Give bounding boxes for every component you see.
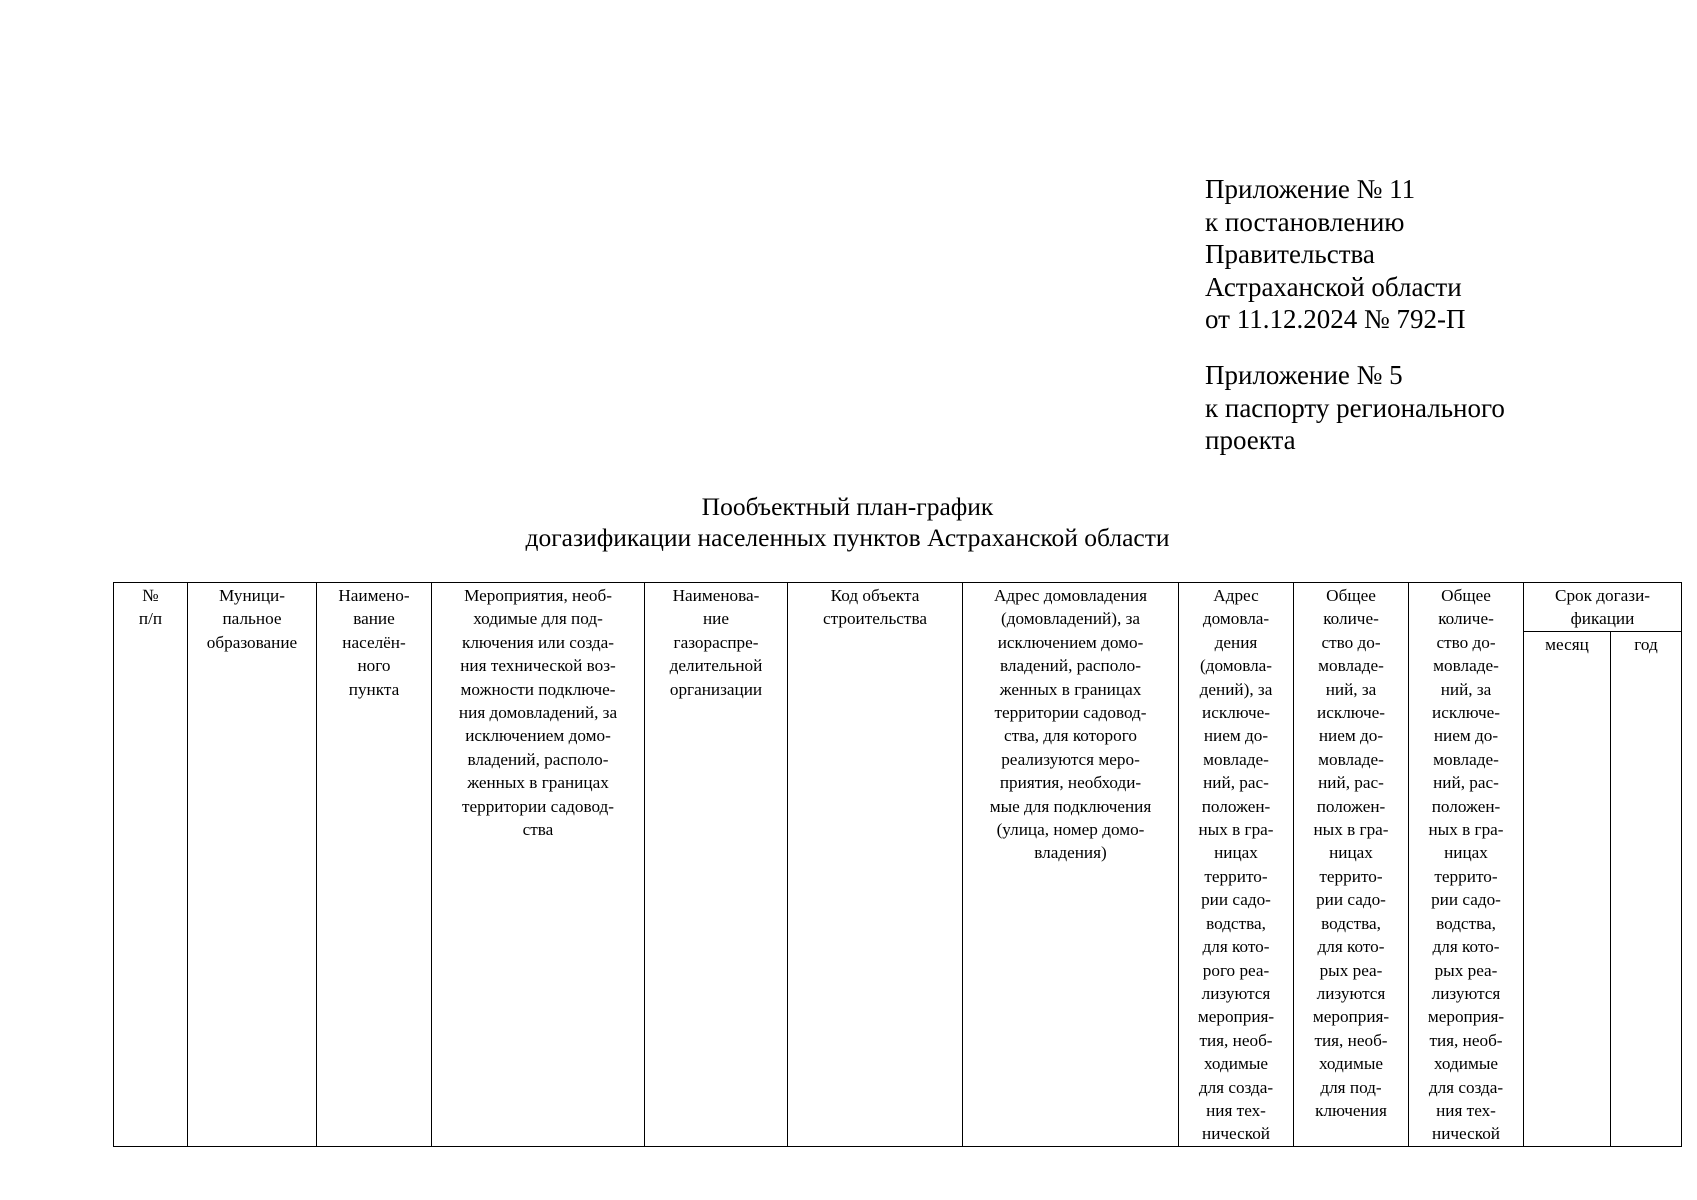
appendix-line: Приложение № 11 — [1205, 174, 1416, 204]
column-header-address: Адрес домовладения (домовладений), за исключением домо- владений, располо- женных в границах территории садовод- ства, для которого реализуются меро- приятия, необходи- мые для подключения (улица, номер домо- владения) — [963, 583, 1179, 1147]
appendix-line: к паспорту регионального — [1205, 392, 1505, 423]
column-header-object-code: Код объекта строительства — [788, 583, 963, 1147]
table-header-row — [114, 583, 1682, 632]
appendix-line: Приложение № 5 — [1205, 360, 1403, 390]
appendix-line: Правительства — [1205, 239, 1375, 269]
appendix-11-block — [1205, 173, 1465, 336]
column-header-settlement: Наимено- вание населён- ного пункта — [317, 583, 432, 1147]
column-header-month: месяц — [1524, 631, 1611, 1146]
appendix-line: от 11.12.2024 № 792-П — [1205, 304, 1466, 334]
column-header-number: № п/п — [114, 583, 188, 1147]
column-header-gasification-term: Срок догази- фикации — [1524, 583, 1682, 632]
column-header-total-technical: Общее количе- ство до- мовладе- ний, за исключе- нием до- мовладе- ний, рас- положен- ных в гра- ницах террито- рии садо- водства, для кото- рых реа- лизуются мероприя- тия, необ- ходимые для созда- ния тех- нической — [1409, 583, 1524, 1147]
column-header-total-connection: Общее количе- ство до- мовладе- ний, за исключе- нием до- мовладе- ний, рас- положен- ных в гра- ницах террито- рии садо- водства, для кото- рых реа- лизуются мероприя- тия, необ- ходимые для под- ключения — [1294, 583, 1409, 1147]
appendix-line: Астраханской области — [1205, 271, 1462, 302]
appendix-5-block — [1205, 359, 1505, 457]
document-title-line-2: догазификации населенных пунктов Астраханской области — [525, 523, 1170, 552]
document-title-line-1: Пообъектный план-график — [701, 492, 994, 521]
column-header-year: год — [1611, 631, 1682, 1146]
document-title — [0, 491, 1697, 553]
plan-schedule-table — [113, 582, 1682, 1147]
column-header-address-technical: Адрес домовла- дения (домовла- дений), за исключе- нием до- мовладе- ний, рас- положен- ных в гра- ницах террито- рии садо- водства, для кото- рого реа- лизуются мероприя- тия, необ- ходимые для созда- ния тех- нической — [1179, 583, 1294, 1147]
column-header-measures: Мероприятия, необ- ходимые для под- ключения или созда- ния технической воз- можности подключе- ния домовладений, за исключением домо- владений, располо- женных в границах территории садовод- ства — [432, 583, 645, 1147]
column-header-municipality: Муници- пальное образование — [188, 583, 317, 1147]
column-header-gas-organization: Наименова- ние газораспре- делительной организации — [645, 583, 788, 1147]
appendix-line: проекта — [1205, 425, 1296, 455]
appendix-line: к постановлению — [1205, 206, 1405, 237]
